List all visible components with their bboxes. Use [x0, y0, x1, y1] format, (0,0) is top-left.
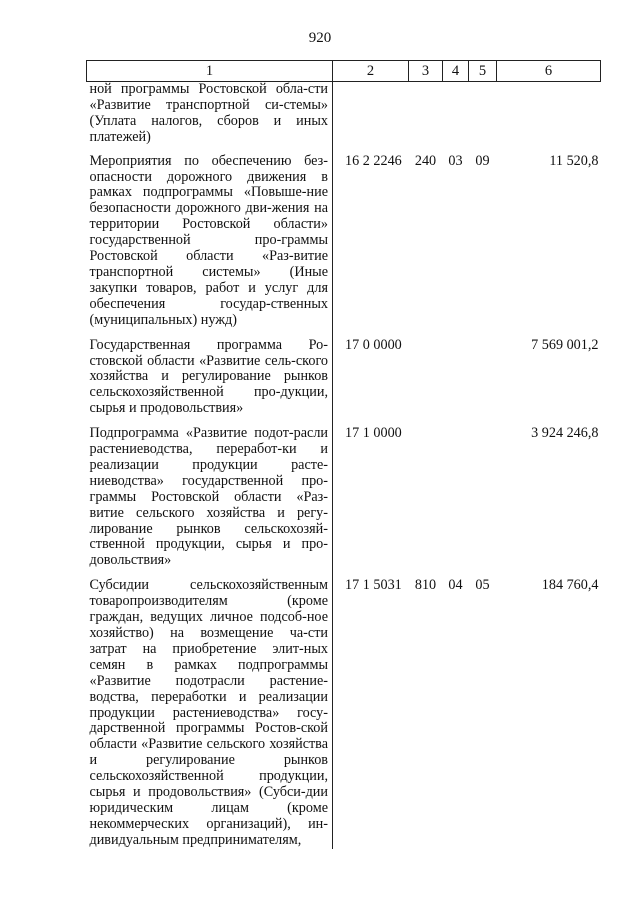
- page-number: 920: [308, 30, 332, 46]
- header-col-6: 6: [497, 61, 601, 82]
- header-col-5: 5: [469, 61, 497, 82]
- row-section: 03: [448, 152, 463, 169]
- header-col-3: 3: [409, 61, 443, 82]
- row-target-code: 16 2 2246: [345, 152, 402, 169]
- row-subsection: 05: [475, 577, 490, 594]
- row-description: Субсидии сельскохозяйственным товаропроизводителям (кроме граждан, ведущих личное подсоб-ное хозяйство) на возмещение ча-сти затрат на приобретение элит-ных семян в рамках подпрограммы «Развитие подотрасли растение-водства, переработки и реализации продукции растениеводства» госу-дарственной программы Ростов-ской области «Развитие сельского хозяйства и регулирование рынков сельскохозяйственной продукции, сырья и продовольствия» (Субси-дии юридическим лицам (кроме некоммерческих организаций), ин-дивидуальным предпринимателям,: [87, 578, 333, 848]
- row-target-code: 17 1 5031: [345, 577, 402, 594]
- row-expense-type: 810: [414, 577, 437, 594]
- header-row: [87, 61, 601, 82]
- row-subsection: [469, 82, 497, 154]
- table-row: [87, 154, 601, 338]
- row-expense-type: 240: [414, 152, 437, 169]
- row-section: [443, 426, 469, 578]
- header-col-2: 2: [333, 61, 409, 82]
- row-description: ной программы Ростовской обла-сти «Развитие транспортной си-стемы» (Уплата налогов, сборов и иных платежей): [87, 82, 333, 154]
- row-target-code: 17 0 0000: [345, 336, 402, 353]
- row-subsection: 09: [475, 152, 490, 169]
- table-header: [87, 61, 601, 82]
- row-amount: 11 520,8: [549, 152, 599, 169]
- row-amount: 7 569 001,2: [531, 336, 599, 353]
- row-section: [443, 338, 469, 427]
- row-amount: [497, 82, 601, 154]
- table-row: [87, 82, 601, 154]
- row-target-code: 17 1 0000: [345, 425, 402, 442]
- row-subsection: [469, 338, 497, 427]
- row-description: Подпрограмма «Развитие подот-расли растениеводства, переработ-ки и реализации продукции расте-ниеводства» государственной про-граммы Ростовской области «Раз-витие сельского хозяйства и регу-лирование рынков сельскохозяй-ственной продукции, сырья и про-довольствия»: [87, 426, 333, 578]
- table-row: [87, 338, 601, 427]
- row-amount: 184 760,4: [541, 577, 599, 594]
- row-expense-type: [409, 338, 443, 427]
- row-description: Мероприятия по обеспечению без-опасности дорожного движения в рамках подпрограммы «Повыше-ние безопасности дорожного дви-жения на территории Ростовской области» государственной про-граммы Ростовской области «Раз-витие транспортной системы» (Иные закупки товаров, работ и услуг для обеспечения государ-ственных (муниципальных) нужд): [87, 154, 333, 338]
- row-subsection: [469, 426, 497, 578]
- row-description: Государственная программа Ро-стовской области «Развитие сель-ского хозяйства и регулирование рынков сельскохозяйственной про-дукции, сырья и продовольствия»: [87, 338, 333, 427]
- row-section: [443, 82, 469, 154]
- header-col-4: 4: [443, 61, 469, 82]
- row-expense-type: [409, 82, 443, 154]
- row-amount: 3 924 246,8: [531, 425, 599, 442]
- row-target-code: [333, 82, 409, 154]
- budget-table: [86, 60, 601, 849]
- header-col-1: 1: [87, 61, 333, 82]
- table-body: [87, 82, 601, 849]
- table-row: [87, 426, 601, 578]
- table-row: [87, 578, 601, 848]
- row-expense-type: [409, 426, 443, 578]
- row-section: 04: [448, 577, 463, 594]
